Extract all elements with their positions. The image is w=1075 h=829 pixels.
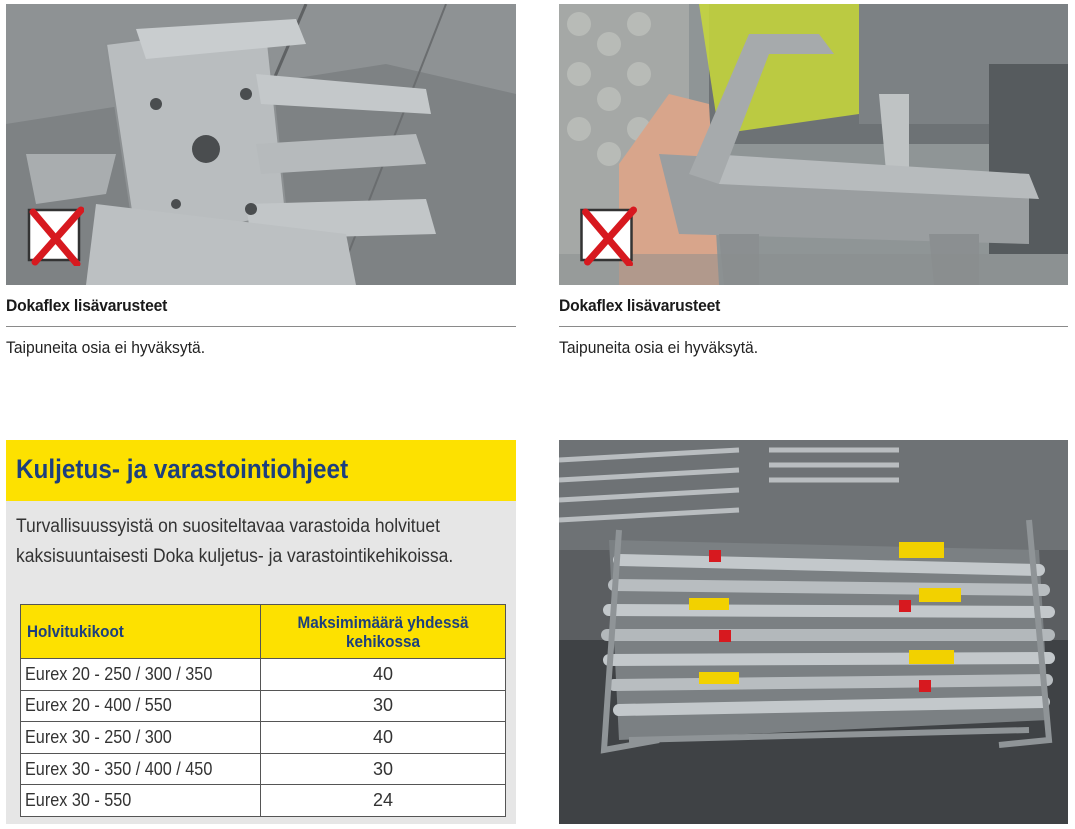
table-row <box>21 785 506 817</box>
cell-size: Eurex 20 - 400 / 550 <box>21 690 261 722</box>
panel2-caption-title: Dokaflex lisävarusteet <box>559 296 721 315</box>
panel2-caption-divider <box>559 326 1068 327</box>
table-header-row <box>21 605 506 659</box>
cell-size: Eurex 20 - 250 / 300 / 350 <box>21 659 261 691</box>
cell-size: Eurex 30 - 250 / 300 <box>21 722 261 754</box>
cell-max-quantity: 40 <box>261 659 506 691</box>
info-box-intro: Turvallisuussyistä on suositeltavaa varastoida holvituet kaksisuuntaisesti Doka kuljetus- ja varastointikehikoissa. <box>16 516 454 567</box>
table-row <box>21 659 506 691</box>
column-header-max-quantity: Maksimimäärä yhdessä kehikossa <box>261 605 506 659</box>
info-box-header <box>6 440 516 501</box>
cell-max-quantity: 24 <box>261 785 506 817</box>
cell-size: Eurex 30 - 550 <box>21 785 261 817</box>
photo-props-in-storage-frame <box>559 440 1068 824</box>
cell-size: Eurex 30 - 350 / 400 / 450 <box>21 753 261 785</box>
column-header-size: Holvitukikoot <box>21 605 261 659</box>
red-x-reject-icon <box>27 206 84 266</box>
cell-max-quantity: 30 <box>261 690 506 722</box>
panel1-caption-text: Taipuneita osia ei hyväksytä. <box>6 338 206 357</box>
transport-storage-info-box <box>6 440 516 824</box>
panel1-caption-divider <box>6 326 516 327</box>
table-row <box>21 722 506 754</box>
info-box-title: Kuljetus- ja varastointiohjeet <box>16 454 349 484</box>
table-row <box>21 690 506 722</box>
cell-max-quantity: 40 <box>261 722 506 754</box>
capacity-table <box>20 604 506 817</box>
panel1-caption-title: Dokaflex lisävarusteet <box>6 296 168 315</box>
table-row <box>21 753 506 785</box>
cell-max-quantity: 30 <box>261 753 506 785</box>
red-x-reject-icon <box>579 206 637 266</box>
panel2-caption-text: Taipuneita osia ei hyväksytä. <box>559 338 759 357</box>
